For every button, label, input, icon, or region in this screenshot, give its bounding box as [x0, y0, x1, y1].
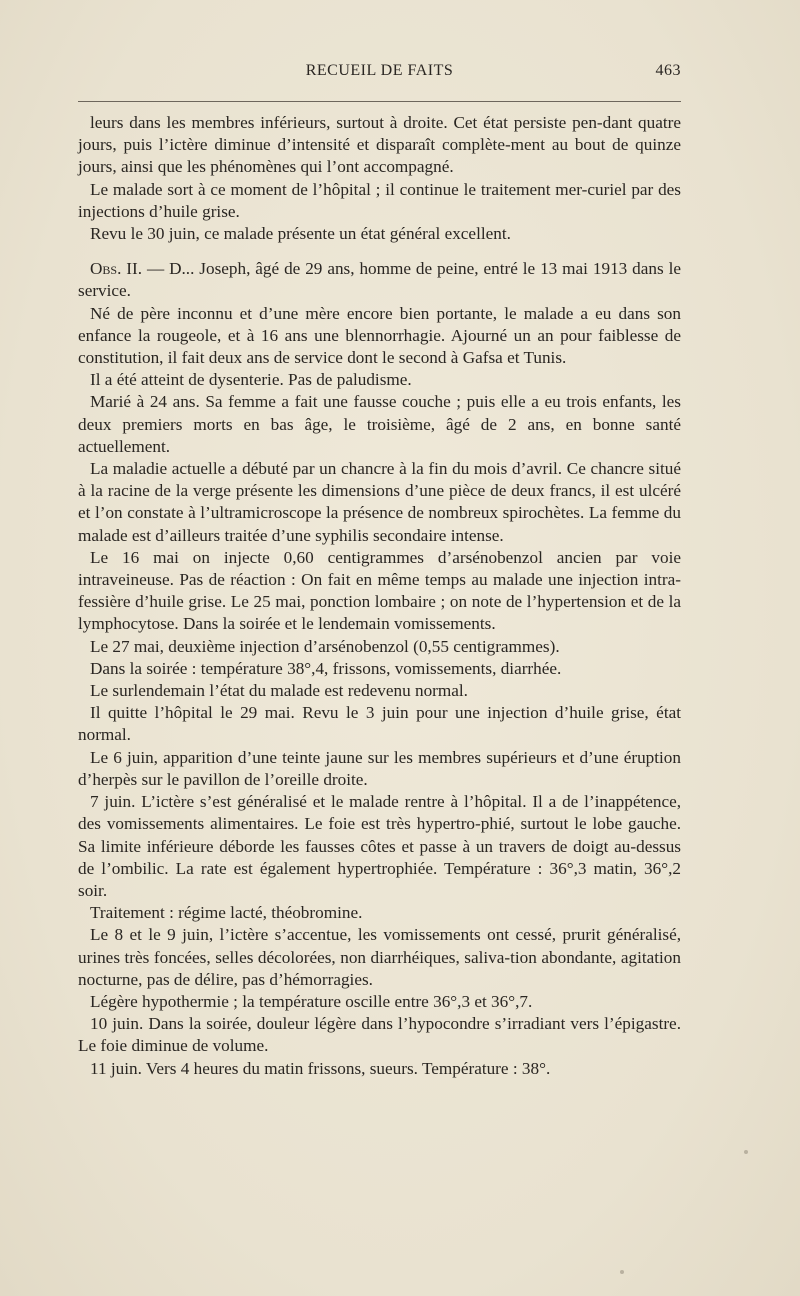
paragraph: Dans la soirée : température 38°,4, frissons, vomissements, diarrhée. — [90, 658, 562, 678]
paragraph: leurs dans les membres inférieurs, surtout à droite. Cet état persiste pen-dant quatre jours, puis l’ictère diminue d’intensité et disparaît complète-ment au bout de quinze jours, ainsi que les phénomènes qui l’ont accompagné. — [78, 113, 681, 177]
paragraph: Le 16 mai on injecte 0,60 centigrammes d’arsénobenzol ancien par voie intraveineuse. Pas de réaction : On fait en même temps au malade une injection intra-fessière d’huile grise. Le 25 mai, ponction lombaire ; on note de l’hypertension et de la lymphocytose. Dans la soirée et le lendemain vomissements. — [78, 547, 681, 634]
paper-speck — [744, 1150, 748, 1154]
paragraph: 10 juin. Dans la soirée, douleur légère dans l’hypocondre s’irradiant vers l’épigastre. Le foie diminue de volume. — [78, 1014, 681, 1056]
paragraph: Revu le 30 juin, ce malade présente un état général excellent. — [90, 224, 511, 244]
paragraph: Il a été atteint de dysenterie. Pas de paludisme. — [90, 370, 412, 390]
paragraph: Le 8 et le 9 juin, l’ictère s’accentue, les vomissements ont cessé, prurit généralisé, urines très foncées, selles décolorées, non diarrhéiques, saliva-tion abondante, agitation nocturne, pas de délire, pas d’hémorragies. — [78, 925, 681, 989]
observation-label: Obs. II. — [90, 259, 143, 279]
paragraph: Traitement : régime lacté, théobromine. — [90, 903, 363, 923]
paragraph: Marié à 24 ans. Sa femme a fait une fausse couche ; puis elle a eu trois enfants, les deux premiers morts en bas âge, le troisième, âgé de 2 ans, en bonne santé actuellement. — [78, 392, 681, 456]
header-rule — [78, 101, 681, 102]
paragraph: Le surlendemain l’état du malade est redevenu normal. — [90, 681, 468, 701]
paragraph: La maladie actuelle a débuté par un chancre à la fin du mois d’avril. Ce chancre situé à la racine de la verge présente les dimensions d’une pièce de deux francs, il est ulcéré et l’on constate à l’ultramicroscope la présence de nombreux spirochètes. La femme du malade est d’ailleurs traitée d’une syphilis secondaire intense. — [78, 459, 681, 545]
paragraph: 11 juin. Vers 4 heures du matin frissons, sueurs. Température : 38°. — [90, 1058, 551, 1078]
running-title: RECUEIL DE FAITS — [305, 62, 454, 79]
paragraph: Le 27 mai, deuxième injection d’arsénobenzol (0,55 centigrammes). — [90, 636, 560, 656]
paragraph: Né de père inconnu et d’une mère encore bien portante, le malade a eu dans son enfance la rougeole, et à 16 ans une blennorrhagie. Ajourné un an pour faiblesse de constitution, il fait deux ans de service dont le second à Gafsa et Tunis. — [78, 303, 681, 368]
page-header — [78, 62, 681, 86]
paragraph: Le 6 juin, apparition d’une teinte jaune sur les membres supérieurs et d’une éruption d’herpès sur le pavillon de l’oreille droite. — [78, 747, 681, 789]
observation-text: — D... Joseph, âgé de 29 ans, homme de peine, entré le 13 mai 1913 dans le service. — [78, 259, 681, 301]
body-text — [78, 112, 681, 1080]
paragraph: 7 juin. L’ictère s’est généralisé et le malade rentre à l’hôpital. Il a de l’inappétence, des vomissements alimentaires. Le foie est très hypertro-phié, surtout le lobe gauche. Sa limite inférieure déborde les fausses côtes et passe à un travers de doigt au-dessus de l’ombilic. La rate est également hypertrophiée. Température : 36°,3 matin, 36°,2 soir. — [78, 792, 681, 900]
paragraph: Légère hypothermie ; la température oscille entre 36°,3 et 36°,7. — [90, 991, 533, 1011]
paragraph: Le malade sort à ce moment de l’hôpital ; il continue le traitement mer-curiel par des injections d’huile grise. — [78, 179, 681, 221]
observation-heading — [78, 258, 681, 302]
page-number: 463 — [655, 62, 681, 79]
paragraph: Il quitte l’hôpital le 29 mai. Revu le 3 juin pour une injection d’huile grise, état normal. — [78, 703, 681, 745]
paper-speck — [620, 1270, 624, 1274]
